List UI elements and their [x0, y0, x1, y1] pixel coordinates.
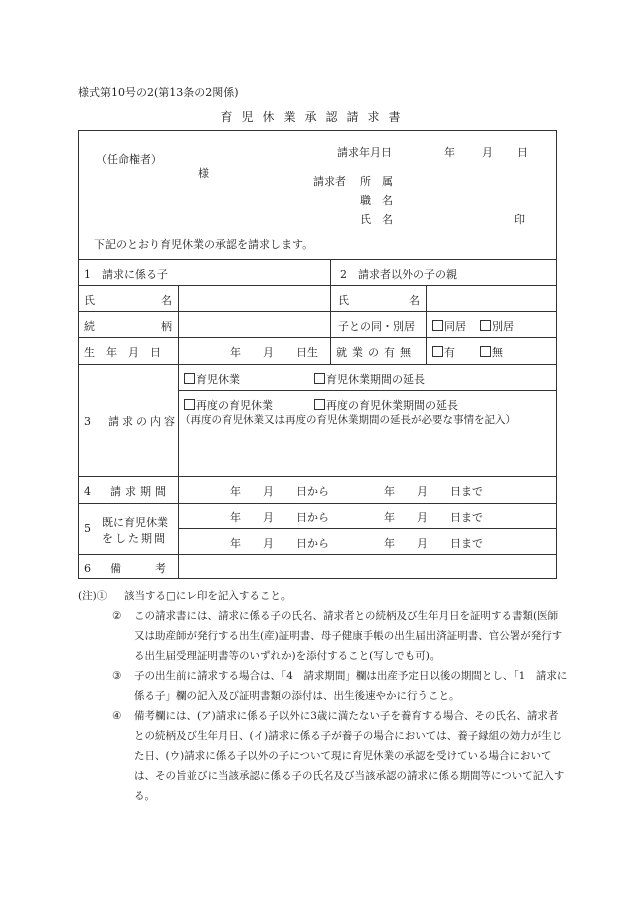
parent-name-label: 氏 名 [338, 294, 420, 307]
employment-no-option[interactable]: 無 [480, 344, 503, 360]
section5-label-line2: をした期間 [102, 532, 167, 545]
note-item [78, 666, 568, 706]
period-to: 年 月 日まで [384, 485, 483, 498]
checkbox-icon[interactable] [432, 320, 443, 331]
option-leave-extension[interactable]: 育児休業期間の延長 [314, 371, 425, 387]
note-text: 子の出生前に請求する場合は、「4 請求期間」欄は出産予定日以後の期間とし、「1 請求に係る子」欄の記入及び証明書類の添付は、出生後速やかに行うこと。 [134, 670, 568, 702]
section5-number: 5 [84, 522, 91, 535]
appointer-label: （任命権者） [96, 153, 162, 166]
note-number: ③ [112, 670, 122, 682]
form-title: 育児休業承認請求書 [220, 110, 410, 124]
post-label: 職 名 [360, 194, 393, 207]
checkbox-icon[interactable] [432, 346, 443, 357]
honorific: 様 [198, 167, 209, 180]
child-name-label-text [84, 292, 85, 293]
note-text: 備考欄には、(ア)請求に係る子以外に3歳に満たない子を養育する場合、その氏名、請求者との続柄及び生年月日、(イ)請求に係る子が養子の場合においては、養子縁組の効力が生じた日、(ウ)請求に係る子以外の子について現に育児休業の承認を受けている場合においては、その旨並びに当該承認に係る子の氏名及び当該承認の請求に係る期間等について記入する。 [134, 710, 565, 802]
section3-label: 3 請求の内容 [84, 415, 178, 428]
note-number: ④ [112, 710, 122, 722]
section2-label: 2 請求者以外の子の親 [340, 268, 457, 281]
checkbox-icon[interactable] [184, 373, 195, 384]
birth-date-value: 年 月 日生 [230, 346, 318, 359]
prior-period-from-2: 年 月 日から [230, 537, 329, 550]
prior-period-from-1: 年 月 日から [230, 511, 329, 524]
section1-label: 1 請求に係る子 [84, 268, 168, 281]
cohabit-label: 子との同・別居 [338, 320, 415, 333]
cohabit-separate-option[interactable]: 別居 [480, 318, 514, 334]
prior-period-to-2: 年 月 日まで [384, 537, 483, 550]
prior-period-to-1: 年 月 日まで [384, 511, 483, 524]
checkbox-icon[interactable] [314, 399, 325, 410]
note-text: 該当する□にレ印を記入すること。 [124, 590, 292, 602]
relation-label-text [84, 318, 85, 319]
checkbox-icon[interactable] [314, 373, 325, 384]
section4-label: 4 請求期間 [84, 485, 170, 498]
date-year: 年 [444, 146, 455, 159]
notes-prefix: (注)① [78, 590, 108, 602]
option-childcare-leave[interactable]: 育児休業 [184, 371, 240, 387]
requester-label: 請求者 [313, 175, 346, 188]
employment-yes-option[interactable]: 有 [432, 344, 455, 360]
section5-label-line1: 既に育児休業 [102, 516, 168, 529]
period-from: 年 月 日から [230, 485, 329, 498]
birth-date-label: 生年月日 [84, 346, 172, 359]
note-item [78, 606, 568, 666]
request-date-label: 請求年月日 [337, 146, 392, 159]
seal-mark: 印 [514, 213, 525, 226]
date-month: 月 [482, 146, 493, 159]
checkbox-icon[interactable] [480, 320, 491, 331]
parent-name-label-text [338, 292, 339, 293]
checkbox-icon[interactable] [184, 399, 195, 410]
note-item [78, 706, 568, 806]
employment-label: 就業の有無 [336, 346, 416, 359]
option-repeat-extension[interactable]: 再度の育児休業期間の延長 [314, 397, 458, 413]
note-text: この請求書には、請求に係る子の氏名、請求者との続柄及び生年月日を証明する書類(医師又は助産師が発行する出生(産)証明書、母子健康手帳の出生届出済証明書、官公署が発行する出生届受理証明書等のいずれか)を添付すること(写しでも可)。 [134, 610, 563, 662]
note-number: ② [112, 610, 122, 622]
name-label: 氏 名 [360, 213, 393, 226]
note-item [78, 586, 568, 606]
notes [78, 586, 568, 806]
affiliation-label: 所 属 [360, 175, 393, 188]
date-day: 日 [517, 146, 528, 159]
child-name-label: 氏 名 [84, 294, 172, 307]
cohabit-same-option[interactable]: 同居 [432, 318, 466, 334]
section6-label: 6 備 考 [84, 562, 170, 575]
option-repeat-leave[interactable]: 再度の育児休業 [184, 397, 273, 413]
checkbox-icon[interactable] [480, 346, 491, 357]
form-id: 様式第10号の2(第13条の2関係) [78, 86, 239, 99]
section3-note: （再度の育児休業又は再度の育児休業期間の延長が必要な事情を記入） [180, 414, 516, 426]
relation-label: 続 柄 [84, 320, 172, 333]
request-statement: 下記のとおり育児休業の承認を請求します。 [94, 238, 314, 251]
